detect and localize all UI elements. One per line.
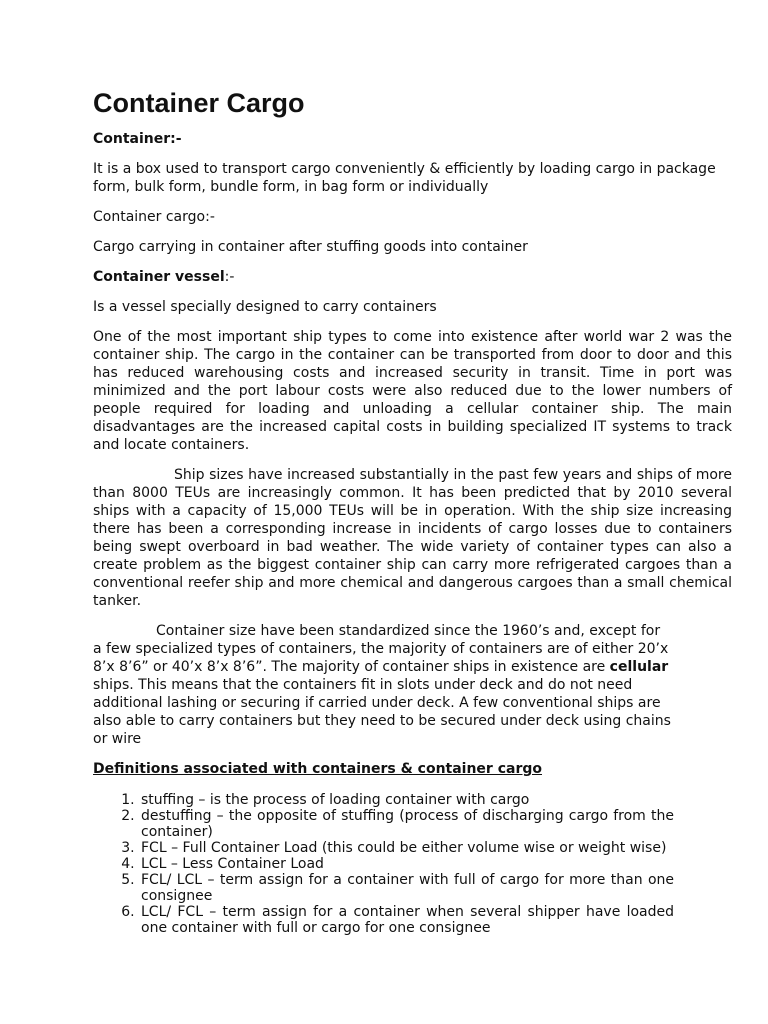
cellular-term: cellular: [609, 659, 669, 675]
definitions-list: [93, 792, 674, 936]
container-heading: Container:-: [93, 131, 182, 147]
paragraph-ship-sizes: Ship sizes have increased substantially in the past few years and ships of more than 8000 TEUs are increasingly common. It has been predicted that by 2010 several ships with a capacity of 15,000 TEUs will be in operation. With the ship size increasing there has been a corresponding increase in incidents of cargo losses due to containers being swept overboard in bad weather. The wide variety of container types can also a create problem as the biggest container ship can carry more refrigerated cargoes than a conventional reefer ship and more chemical and dangerous cargoes than a small chemical tanker.: [93, 467, 732, 609]
definition-item: 5. FCL/ LCL – term assign for a container with full of cargo for more than one consignee: [139, 872, 674, 904]
container-vessel-heading-suffix: :-: [224, 269, 235, 285]
container-definition: It is a box used to transport cargo conveniently & efficiently by loading cargo in package form, bulk form, bundle form, in bag form or individually: [93, 161, 716, 195]
definition-item: 6. LCL/ FCL – term assign for a container when several shipper have loaded one container with full or cargo for one consignee: [139, 904, 674, 936]
paragraph-container-sizes-part2: ships. This means that the containers fit in slots under deck and do not need additional lashing or securing if carried under deck. A few conventional ships are also able to carry containers but they need to be secured under deck using chains or wire: [93, 677, 671, 747]
container-cargo-definition: Cargo carrying in container after stuffing goods into container: [93, 239, 528, 255]
paragraph-container-sizes: [93, 622, 673, 748]
definition-item: 2. destuffing – the opposite of stuffing (process of discharging cargo from the container): [139, 808, 674, 840]
paragraph-history: One of the most important ship types to come into existence after world war 2 was the container ship. The cargo in the container can be transported from door to door and this has reduced warehousing costs and increased security in transit. Time in port was minimized and the port labour costs were also reduced due to the lower numbers of people required for loading and unloading a cellular container ship. The main disadvantages are the increased capital costs in building specialized IT systems to track and locate containers.: [93, 329, 732, 453]
definition-item: 1. stuffing – is the process of loading container with cargo: [139, 792, 674, 808]
container-vessel-heading-bold: Container vessel: [93, 269, 225, 285]
document-title: Container Cargo: [93, 88, 305, 118]
definitions-heading: Definitions associated with containers & container cargo: [93, 761, 542, 777]
definition-item: 4. LCL – Less Container Load: [139, 856, 674, 872]
container-vessel-heading: [93, 268, 732, 286]
definition-item: 3. FCL – Full Container Load (this could be either volume wise or weight wise): [139, 840, 674, 856]
container-cargo-heading: Container cargo:-: [93, 209, 215, 225]
container-vessel-definition: Is a vessel specially designed to carry containers: [93, 299, 437, 315]
paragraph-container-sizes-part1: Container size have been standardized since the 1960’s and, except for a few specialized types of containers, the majority of containers are of either 20’x 8’x 8’6” or 40’x 8’x 8’6”. The majority of container ships in existence are: [93, 623, 669, 675]
document-page: [93, 86, 732, 936]
